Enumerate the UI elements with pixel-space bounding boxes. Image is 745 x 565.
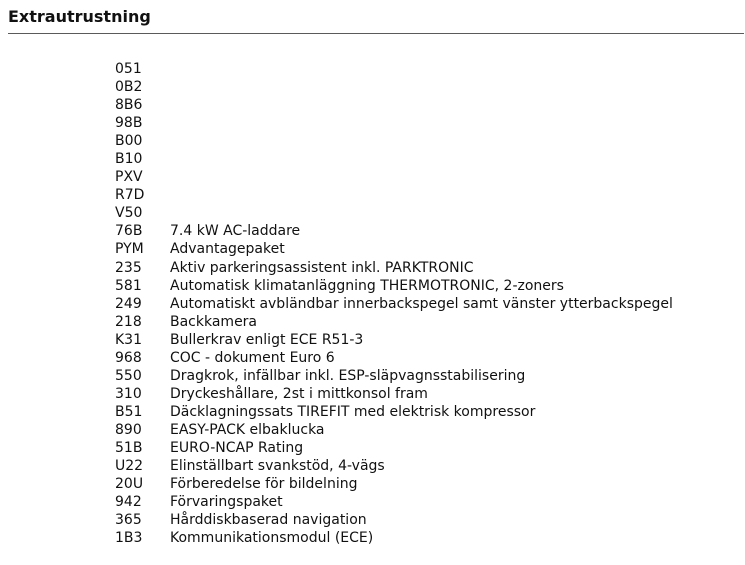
option-row	[115, 78, 673, 96]
option-row	[115, 259, 673, 277]
option-code: U22	[115, 458, 144, 475]
option-code: 76B	[115, 223, 143, 240]
option-code: 365	[115, 512, 142, 529]
option-row	[115, 403, 673, 421]
option-code: B00	[115, 133, 143, 150]
option-description: Automatisk klimatanläggning THERMOTRONIC, 2-zoners	[170, 277, 564, 294]
option-description: Automatiskt avbländbar innerbackspegel samt vänster ytterbackspegel	[170, 295, 673, 312]
option-row	[115, 60, 673, 78]
option-code: 581	[115, 277, 142, 294]
section-header	[8, 6, 744, 34]
option-code: 51B	[115, 439, 143, 456]
option-row	[115, 114, 673, 132]
option-row	[115, 277, 673, 295]
option-row	[115, 150, 673, 168]
option-description: EURO-NCAP Rating	[170, 439, 304, 456]
option-code: 550	[115, 367, 142, 384]
option-description: Kommunikationsmodul (ECE)	[170, 530, 374, 547]
option-row	[115, 186, 673, 204]
option-code: 98B	[115, 115, 143, 132]
option-code: 8B6	[115, 97, 143, 114]
option-description: Bullerkrav enligt ECE R51-3	[170, 331, 364, 348]
option-row	[115, 457, 673, 475]
option-description: Advantagepaket	[170, 241, 285, 258]
option-row	[115, 313, 673, 331]
section-title: Extrautrustning	[8, 7, 151, 26]
option-row	[115, 511, 673, 529]
option-description: Dryckeshållare, 2st i mittkonsol fram	[170, 385, 428, 402]
option-code: 942	[115, 494, 142, 511]
option-row	[115, 439, 673, 457]
option-description: Backkamera	[170, 313, 258, 330]
option-description: Aktiv parkeringsassistent inkl. PARKTRONIC	[170, 259, 474, 276]
option-code: B51	[115, 403, 143, 420]
option-code: K31	[115, 331, 142, 348]
option-row	[115, 475, 673, 493]
option-row	[115, 529, 673, 547]
option-row	[115, 493, 673, 511]
options-list	[115, 60, 673, 547]
option-row	[115, 421, 673, 439]
option-row	[115, 168, 673, 186]
option-description: Däcklagningssats TIREFIT med elektrisk kompressor	[170, 403, 536, 420]
option-code: V50	[115, 205, 143, 222]
option-code: 890	[115, 421, 142, 438]
option-description: Förvaringspaket	[170, 494, 283, 511]
option-description: 7.4 kW AC-laddare	[170, 223, 301, 240]
option-row	[115, 240, 673, 258]
option-description: EASY-PACK elbaklucka	[170, 421, 325, 438]
option-description: Hårddiskbaserad navigation	[170, 512, 367, 529]
option-code: PXV	[115, 169, 143, 186]
option-code: 1B3	[115, 530, 143, 547]
option-code: 051	[115, 61, 142, 77]
option-code: 249	[115, 295, 142, 312]
option-row	[115, 222, 673, 240]
option-description: COC - dokument Euro 6	[170, 349, 335, 366]
option-code: 310	[115, 385, 142, 402]
option-code: B10	[115, 151, 143, 168]
option-code: R7D	[115, 187, 145, 204]
option-code: 20U	[115, 476, 144, 493]
option-row	[115, 367, 673, 385]
option-row	[115, 132, 673, 150]
option-description: Dragkrok, infällbar inkl. ESP-släpvagnsstabilisering	[170, 367, 526, 384]
option-description: Elinställbart svankstöd, 4-vägs	[170, 458, 385, 475]
option-row	[115, 349, 673, 367]
option-row	[115, 385, 673, 403]
option-row	[115, 331, 673, 349]
option-code: PYM	[115, 241, 144, 258]
option-code: 218	[115, 313, 142, 330]
option-row	[115, 204, 673, 222]
option-description: Förberedelse för bildelning	[170, 476, 358, 493]
option-row	[115, 295, 673, 313]
option-code: 0B2	[115, 79, 143, 96]
option-row	[115, 96, 673, 114]
option-code: 235	[115, 259, 142, 276]
option-code: 968	[115, 349, 142, 366]
